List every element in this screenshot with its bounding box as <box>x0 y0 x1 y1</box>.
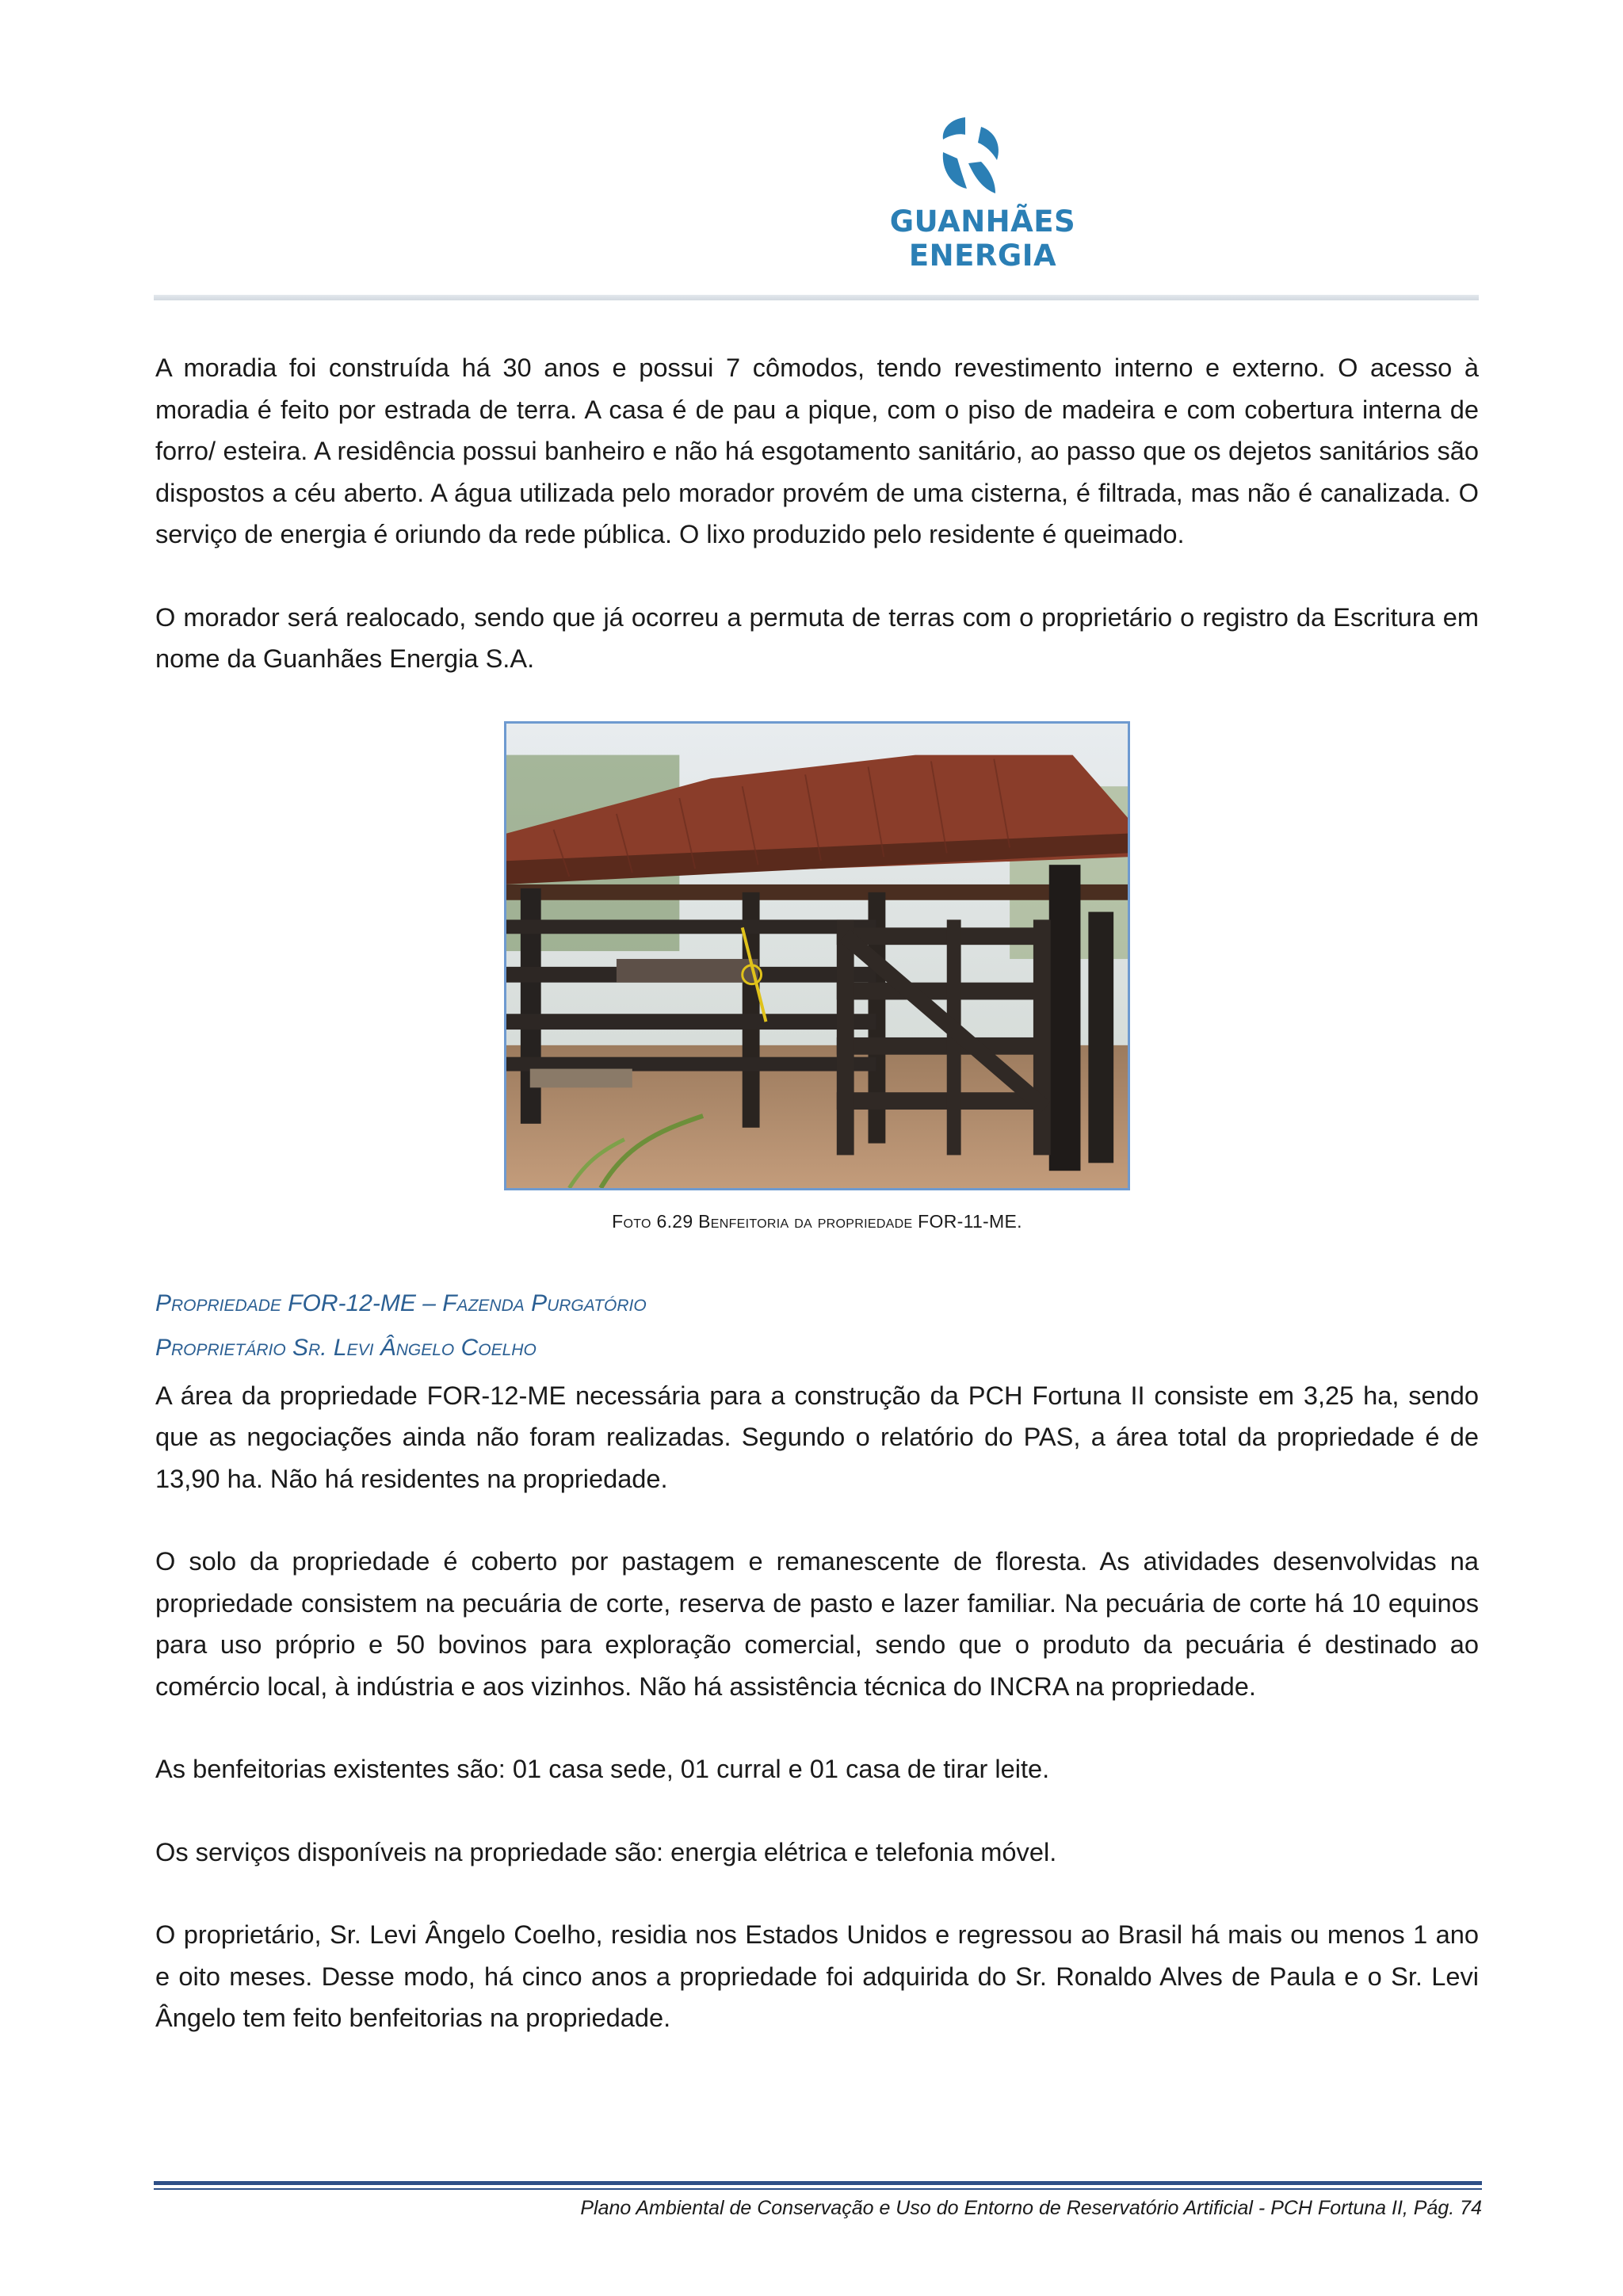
photo-caption: Foto 6.29 Benfeitoria da propriedade FOR-11-ME. <box>612 1210 1022 1232</box>
header-divider <box>154 295 1479 300</box>
corral-photo-illustration <box>506 724 1128 1188</box>
footer-divider <box>154 2181 1482 2185</box>
section-heading-owner: Proprietário Sr. Levi Ângelo Coelho <box>155 1334 537 1361</box>
footer-text: Plano Ambiental de Conservação e Uso do Entorno de Reservatório Artificial - PCH Fortuna II, Pág. 74 <box>580 2197 1482 2219</box>
paragraph-land-use: O solo da propriedade é coberto por pastagem e remanescente de floresta. As atividades desenvolvidas na propriedade consistem na pecuária de corte, reserva de pasto e lazer familiar. Na pecuária de corte há 10 equinos para uso próprio e 50 bovinos para exploração comercial, sendo que o produto da pecuária é destinado ao comércio local, à indústria e aos vizinhos. Não há assistência técnica do INCRA na propriedade. <box>155 1546 1479 1701</box>
property-photo <box>504 721 1130 1190</box>
logo-text: GUANHÃES ENERGIA <box>889 204 1076 273</box>
section-heading-property: Propriedade FOR-12-ME – Fazenda Purgatório <box>155 1289 647 1316</box>
paragraph-owner-history: O proprietário, Sr. Levi Ângelo Coelho, residia nos Estados Unidos e regressou ao Brasil há mais ou menos 1 ano e oito meses. Desse modo, há cinco anos a propriedade foi adquirida do Sr. Ronaldo Alves de Paula e o Sr. Levi Ângelo tem feito benfeitorias na propriedade. <box>155 1920 1479 2032</box>
footer-divider-thin <box>154 2188 1482 2190</box>
paragraph-services: Os serviços disponíveis na propriedade são: energia elétrica e telefonia móvel. <box>155 1836 1057 1866</box>
paragraph-housing: A moradia foi construída há 30 anos e possui 7 cômodos, tendo revestimento interno e externo. O acesso à moradia é feito por estrada de terra. A casa é de pau a pique, com o piso de madeira e com cobertura interna de forro/ esteira. A residência possui banheiro e não há esgotamento sanitário, ao passo que os dejetos sanitários são dispostos a céu aberto. A água utilizada pelo morador provém de uma cisterna, é filtrada, mas não é canalizada. O serviço de energia é oriundo da rede pública. O lixo produzido pelo residente é queimado. <box>155 353 1479 548</box>
company-logo <box>816 111 1149 273</box>
paragraph-area: A área da propriedade FOR-12-ME necessária para a construção da PCH Fortuna II consiste em 3,25 ha, sendo que as negociações ainda não foram realizadas. Segundo o relatório do PAS, a área total da propriedade é de 13,90 ha. Não há residentes na propriedade. <box>155 1380 1479 1493</box>
paragraph-improvements: As benfeitorias existentes são: 01 casa sede, 01 curral e 01 casa de tirar leite. <box>155 1754 1050 1783</box>
paragraph-relocation: O morador será realocado, sendo que já ocorreu a permuta de terras com o proprietário o registro da Escritura em nome da Guanhães Energia S.A. <box>155 602 1479 673</box>
page-content <box>155 347 1479 2080</box>
swirl-logo-icon <box>919 111 1022 206</box>
